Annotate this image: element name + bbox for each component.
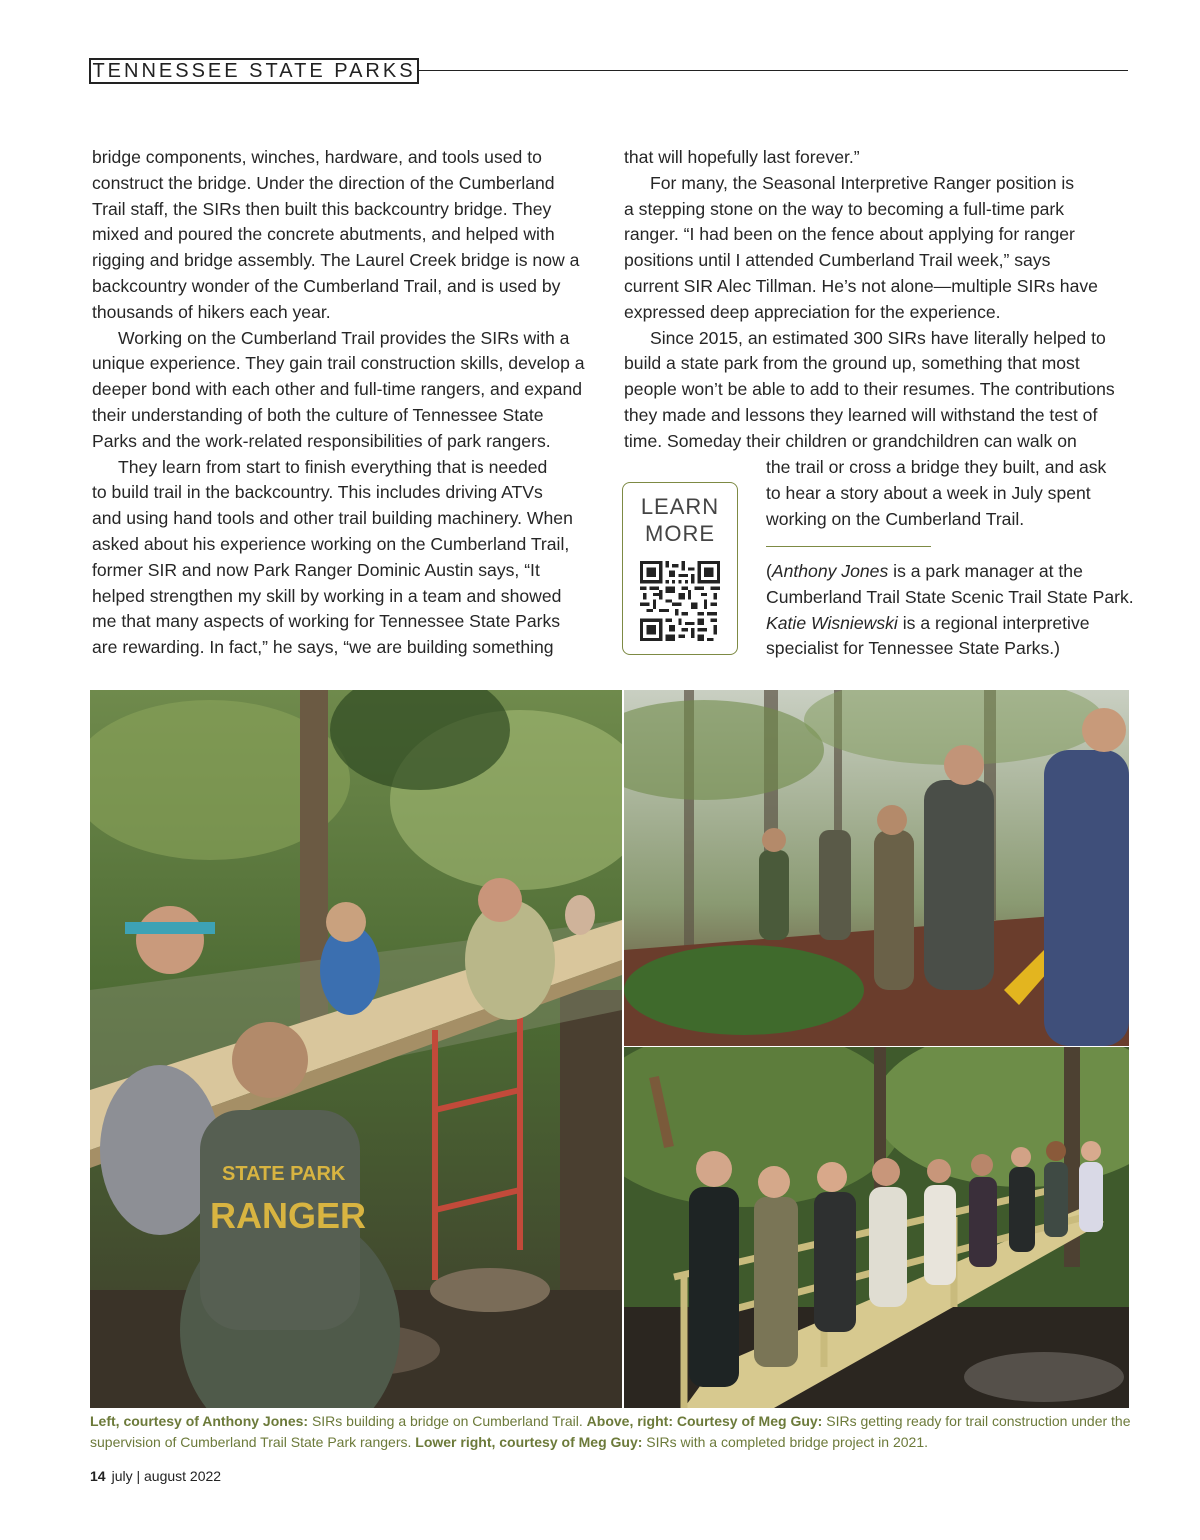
ranger-shirt-text: STATE PARK xyxy=(222,1163,346,1185)
text-line: ranger. “I had been on the fence about applying for ranger xyxy=(624,224,1075,245)
text-line: unique experience. They gain trail construction skills, develop a xyxy=(92,353,585,374)
text-line: They learn from start to finish everything that is needed xyxy=(118,456,548,477)
text-line: build a state park from the ground up, something that most xyxy=(624,353,1080,374)
bio-line: specialist for Tennessee State Parks.) xyxy=(766,638,1061,659)
learn-more-box[interactable] xyxy=(622,482,738,655)
text-line: time. Someday their children or grandchildren can walk on xyxy=(624,430,1077,451)
section-title: TENNESSEE STATE PARKS xyxy=(92,59,416,82)
author-bio xyxy=(766,559,1134,662)
text-line: current SIR Alec Tillman. He’s not alone—multiple SIRs have xyxy=(624,275,1098,296)
text-line: mixed and poured the concrete abutments, and helped with xyxy=(92,224,555,245)
qr-code-icon[interactable] xyxy=(640,561,720,641)
text-line: to build trail in the backcountry. This includes driving ATVs xyxy=(92,482,543,503)
text-line: Since 2015, an estimated 300 SIRs have literally helped to xyxy=(650,327,1106,348)
text-line: the trail or cross a bridge they built, and ask xyxy=(766,457,1107,477)
text-line: backcountry wonder of the Cumberland Trail, and is used by xyxy=(92,275,561,296)
bio-line: Cumberland Trail State Scenic Trail State Park. xyxy=(766,586,1134,607)
ranger-shirt-text: RANGER xyxy=(210,1195,367,1236)
text-line: people won’t be able to add to their resumes. The contributions xyxy=(624,379,1115,400)
left-column xyxy=(92,145,597,661)
text-line: Parks and the work-related responsibilities of park rangers. xyxy=(92,430,551,451)
text-line: bridge components, winches, hardware, and tools used to xyxy=(92,147,542,167)
right-column-wrap xyxy=(766,455,1131,532)
photo-bridge-building xyxy=(90,690,622,1408)
learn-more-label: LEARN MORE xyxy=(640,494,720,546)
text-line: deeper bond with each other and full-time rangers, and expand xyxy=(92,379,583,400)
text-line: are rewarding. In fact,” he says, “we are building something xyxy=(92,637,554,658)
text-line: their understanding of both the culture of Tennessee State xyxy=(92,404,544,425)
text-line: me that many aspects of working for Tennessee State Parks xyxy=(92,611,561,632)
text-line: working on the Cumberland Trail. xyxy=(766,508,1025,529)
photo-completed-bridge xyxy=(624,1047,1129,1408)
text-line: helped strengthen my skill by working in a team and showed xyxy=(92,585,562,606)
text-line: rigging and bridge assembly. The Laurel Creek bridge is now a xyxy=(92,250,580,271)
text-line: they made and lessons they learned will withstand the test of xyxy=(624,404,1098,425)
bio-divider xyxy=(766,546,931,547)
page-footer xyxy=(90,1468,221,1484)
text-line: to hear a story about a week in July spent xyxy=(766,482,1091,503)
author-name: Katie Wisniewski xyxy=(766,612,898,633)
photo-trail-group xyxy=(624,690,1129,1046)
section-header xyxy=(89,58,419,84)
author-name: Anthony Jones xyxy=(771,561,889,581)
text-line: asked about his experience working on the Cumberland Trail, xyxy=(92,533,570,554)
page-number: 14 xyxy=(90,1468,106,1484)
text-line: expressed deep appreciation for the experience. xyxy=(624,301,1001,322)
text-line: Trail staff, the SIRs then built this backcountry bridge. They xyxy=(92,198,552,219)
text-line: Working on the Cumberland Trail provides the SIRs with a xyxy=(118,327,570,348)
right-column xyxy=(624,145,1129,455)
text-line: and using hand tools and other trail building machinery. When xyxy=(92,508,573,529)
bio-line: (Anthony Jones is a park manager at the xyxy=(766,561,1083,581)
photo-caption: Left, courtesy of Anthony Jones: SIRs building a bridge on Cumberland Trail. Above, right: Courtesy of Meg Guy: SIRs getting ready for trail construction under the supervision of Cumberland Trail State Park rangers. Lower right, courtesy of Meg Guy: SIRs with a completed bridge project in 2021. xyxy=(90,1413,1131,1450)
text-line: construct the bridge. Under the direction of the Cumberland xyxy=(92,172,555,193)
text-line: thousands of hikers each year. xyxy=(92,301,331,322)
text-line: former SIR and now Park Ranger Dominic Austin says, “It xyxy=(92,559,540,580)
text-line: positions until I attended Cumberland Trail week,” says xyxy=(624,250,1051,271)
text-line: a stepping stone on the way to becoming a full-time park xyxy=(624,198,1065,219)
issue-date: july | august 2022 xyxy=(111,1468,222,1484)
header-rule xyxy=(419,70,1128,71)
bio-line: Katie Wisniewski is a regional interpretive xyxy=(766,612,1090,633)
text-line: that will hopefully last forever.” xyxy=(624,147,860,167)
text-line: For many, the Seasonal Interpretive Ranger position is xyxy=(650,172,1075,193)
